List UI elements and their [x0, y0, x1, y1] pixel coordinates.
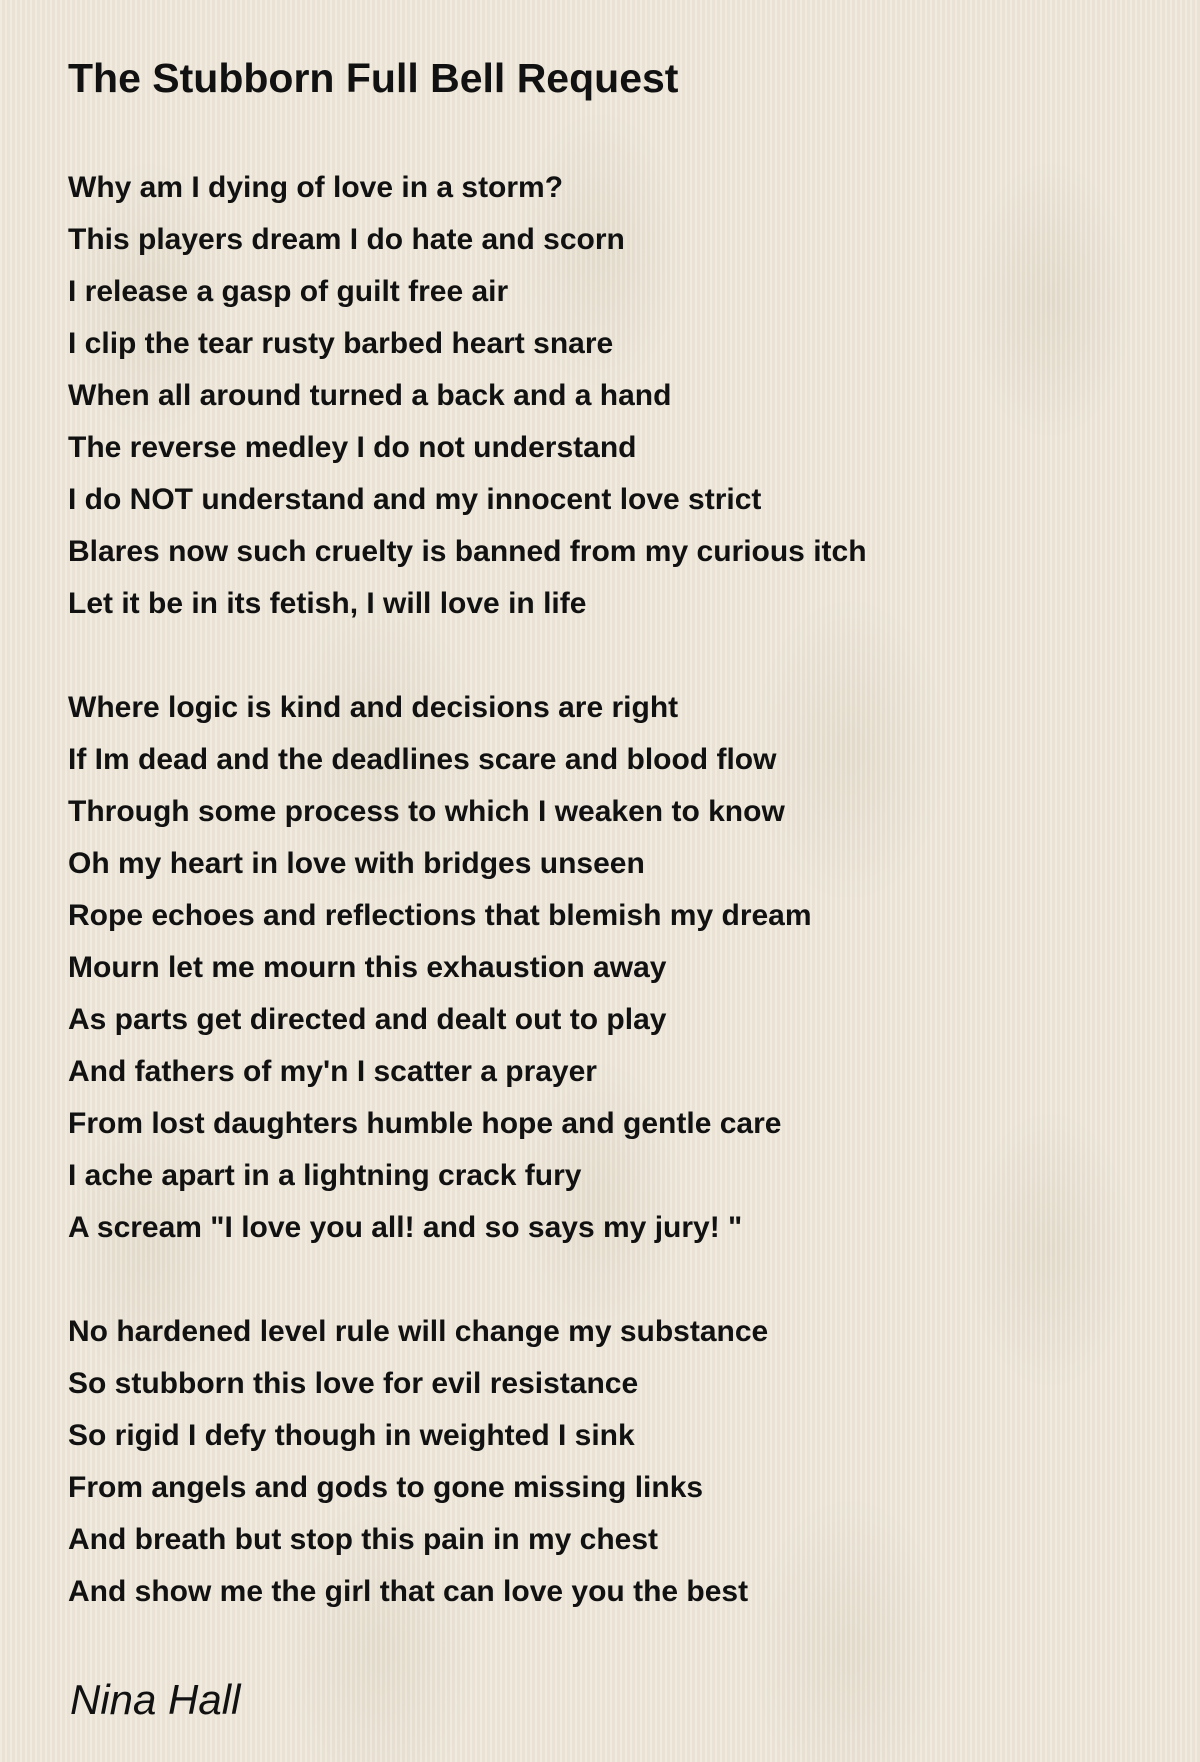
- poem-line: And show me the girl that can love you the best: [68, 1575, 749, 1608]
- poem-line: Blares now such cruelty is banned from my curious itch: [68, 535, 867, 568]
- poem-line: Let it be in its fetish, I will love in life: [68, 587, 587, 620]
- poem-line: From angels and gods to gone missing links: [68, 1471, 704, 1504]
- poem-line: Oh my heart in love with bridges unseen: [68, 847, 645, 880]
- poem-line: The reverse medley I do not understand: [68, 431, 637, 464]
- poem-line: And fathers of my'n I scatter a prayer: [68, 1055, 597, 1088]
- poem-line: So stubborn this love for evil resistance: [68, 1367, 639, 1400]
- poem-line: I ache apart in a lightning crack fury: [68, 1159, 582, 1192]
- poem-line: So rigid I defy though in weighted I sink: [68, 1419, 635, 1452]
- poem-line: When all around turned a back and a hand: [68, 379, 672, 412]
- poem-line: From lost daughters humble hope and gentle care: [68, 1107, 782, 1140]
- poem-line: I clip the tear rusty barbed heart snare: [68, 327, 614, 360]
- stanza-3: [68, 1306, 1148, 1618]
- poem-author: Nina Hall: [70, 1676, 241, 1723]
- poem-line: I release a gasp of guilt free air: [68, 275, 509, 308]
- poem-page: [68, 48, 1148, 1730]
- poem-line: A scream "I love you all! and so says my jury! ": [68, 1211, 743, 1244]
- poem-line: Mourn let me mourn this exhaustion away: [68, 951, 667, 984]
- stanza-1: [68, 162, 1148, 630]
- poem-line: This players dream I do hate and scorn: [68, 223, 625, 256]
- stanza-2: [68, 682, 1148, 1254]
- poem-line: Why am I dying of love in a storm?: [68, 171, 564, 204]
- poem-line: Through some process to which I weaken to know: [68, 795, 785, 828]
- poem-line: And breath but stop this pain in my chest: [68, 1523, 659, 1556]
- poem-line: Where logic is kind and decisions are right: [68, 691, 679, 724]
- poem-line: No hardened level rule will change my substance: [68, 1315, 769, 1348]
- poem-line: I do NOT understand and my innocent love strict: [68, 483, 762, 516]
- poem-line: As parts get directed and dealt out to play: [68, 1003, 667, 1036]
- poem-line: Rope echoes and reflections that blemish my dream: [68, 899, 812, 932]
- poem-title: The Stubborn Full Bell Request: [68, 55, 679, 101]
- poem-line: If Im dead and the deadlines scare and blood flow: [68, 743, 777, 776]
